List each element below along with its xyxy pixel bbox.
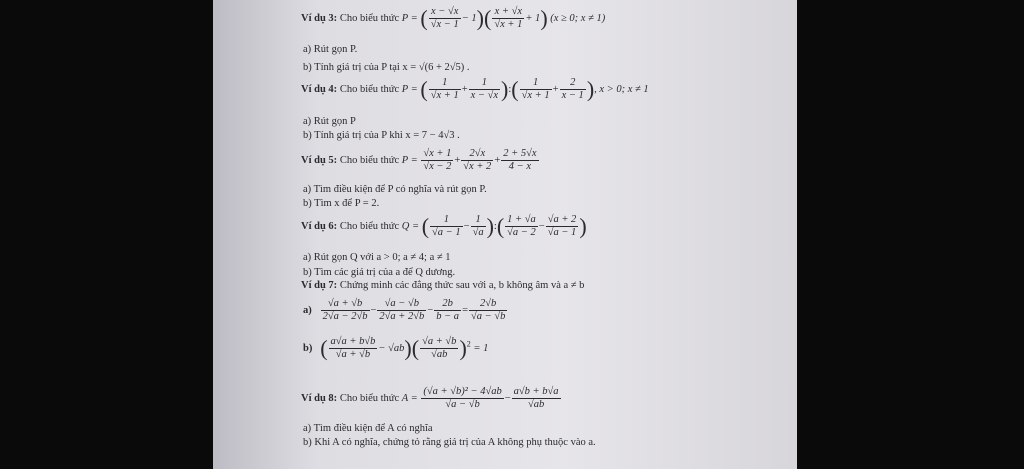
example-title: Ví dụ 4:: [301, 83, 338, 95]
example-title: Ví dụ 6:: [301, 220, 338, 232]
fraction: $\frac{x + √x}{√x + 1}$: [494, 6, 523, 30]
fraction: $\frac{2 + 5√x}{4 - x}$: [503, 148, 537, 172]
fraction: $\frac{1}{√x + 1}$: [430, 77, 459, 101]
fraction: $\frac{2√x}{√x + 2}$: [463, 148, 492, 172]
fraction: $\frac{1 + √a}{√a - 2}$: [507, 214, 536, 238]
example-7-heading: [301, 280, 584, 292]
formula-condition: , x > 0; x ≠ 1: [594, 83, 649, 95]
example-3-part-b: b) Tính giá trị của P tại x = √(6 + 2√5) .: [303, 62, 470, 73]
worksheet-page: [213, 0, 797, 469]
fraction: $\frac{1}{x - √x}$: [470, 77, 499, 101]
part-label: a): [303, 304, 312, 316]
example-title: Ví dụ 8:: [301, 392, 338, 404]
fraction: $\frac{√a - √b}{2√a + 2√b}$: [379, 298, 425, 322]
fraction: $\frac{1}{√a}$: [472, 214, 484, 238]
right-black-margin: [797, 0, 1024, 469]
example-8-part-a: a) Tìm điều kiện để A có nghĩa: [303, 423, 433, 434]
example-4-heading: Ví dụ 4: Cho biểu thức P = ( $\frac{1}{√x + 1}$ + $\frac{1}{x - √x}$ ):( $\frac{1}{√x + 1}$ + $\frac{2}{x - 1}$ ), x > 0; x ≠ 1: [301, 76, 649, 102]
fraction: $\frac{2b}{b - a}$: [436, 298, 460, 322]
fraction: $\frac{a√b + b√a}{√ab}$: [513, 386, 559, 410]
example-intro: Cho biểu thức: [339, 392, 400, 404]
fraction: $\frac{2}{x - 1}$: [561, 77, 584, 101]
example-3-heading: Ví dụ 3: Cho biểu thức P = ( $\frac{x - √x}{√x - 1}$ − 1)( $\frac{x + √x}{√x + 1}$ + 1) (x ≥ 0; x ≠ 1): [301, 5, 606, 31]
example-6-part-a: a) Rút gọn Q với a > 0; a ≠ 4; a ≠ 1: [303, 252, 451, 263]
example-5-heading: Ví dụ 5: Cho biểu thức P = $\frac{√x + 1}{√x - 2}$ + $\frac{2√x}{√x + 2}$ + $\frac{2 + 5√x}{4 - x}$: [301, 148, 537, 172]
example-7-part-b: b) ( $\frac{a√a + b√b}{√a + √b}$ − √ab)( $\frac{√a + √b}{√ab}$ )$^2$ = 1: [303, 335, 489, 361]
example-title: Ví dụ 7:: [301, 280, 338, 291]
example-4-part-a: a) Rút gọn P: [303, 116, 356, 127]
formula-lhs: P =: [401, 83, 418, 95]
example-5-part-b: b) Tìm x để P = 2.: [303, 198, 380, 209]
fraction: $\frac{√x + 1}{√x - 2}$: [423, 148, 452, 172]
formula-lhs: P =: [401, 154, 418, 166]
formula-lhs: A =: [401, 392, 418, 404]
example-8-heading: Ví dụ 8: Cho biểu thức A = $\frac{\text{(√a + √b)² − 4√ab}}{√a - √b}$ − $\frac{a√b + b√a}{√ab}$: [301, 386, 559, 410]
formula-condition: (x ≥ 0; x ≠ 1): [550, 12, 606, 24]
left-black-margin: [0, 0, 213, 469]
example-7-part-a: a) $\frac{√a + √b}{2√a - 2√b}$ − $\frac{√a - √b}{2√a + 2√b}$ − $\frac{2b}{b - a}$ = $\frac{2√b}{√a - √b}$: [303, 298, 506, 322]
fraction: $\frac{2√b}{√a - √b}$: [470, 298, 506, 322]
example-intro: Cho biểu thức: [339, 154, 400, 166]
formula-lhs: P =: [401, 12, 418, 24]
example-intro: Cho biểu thức: [339, 12, 400, 24]
part-label: b): [303, 342, 313, 354]
fraction: $\frac{1}{√a - 1}$: [432, 214, 461, 238]
fraction: $\frac{a√a + b√b}{√a + √b}$: [330, 336, 376, 360]
example-title: Ví dụ 5:: [301, 154, 338, 166]
example-intro: Cho biểu thức: [339, 220, 400, 232]
example-4-part-b: b) Tính giá trị của P khi x = 7 − 4√3 .: [303, 130, 460, 141]
fraction: $\frac{√a + √b}{√ab}$: [422, 336, 457, 360]
formula-lhs: Q =: [401, 220, 420, 232]
example-6-part-b: b) Tìm các giá trị của a để Q dương.: [303, 267, 456, 278]
fraction: $\frac{\text{(√a + √b)² − 4√ab}}{√a - √b}$: [423, 386, 502, 410]
fraction: $\frac{x - √x}{√x - 1}$: [430, 6, 459, 30]
example-intro: Chứng minh các đẳng thức sau với a, b không âm và a ≠ b: [339, 280, 585, 291]
fraction: $\frac{√a + √b}{2√a - 2√b}$: [322, 298, 368, 322]
example-6-heading: Ví dụ 6: Cho biểu thức Q = ( $\frac{1}{√a - 1}$ − $\frac{1}{√a}$ ):( $\frac{1 + √a}{√a - 2}$ − $\frac{√a + 2}{√a - 1}$ ): [301, 213, 587, 239]
example-3-part-a: a) Rút gọn P.: [303, 44, 358, 55]
exponent: 2: [466, 339, 471, 349]
example-5-part-a: a) Tìm điều kiện để P có nghĩa và rút gọn P.: [303, 184, 487, 195]
example-8-part-b: b) Khi A có nghĩa, chứng tỏ rằng giá trị của A không phụ thuộc vào a.: [303, 437, 596, 448]
fraction: $\frac{1}{√x + 1}$: [521, 77, 550, 101]
fraction: $\frac{√a + 2}{√a - 1}$: [547, 214, 577, 238]
example-intro: Cho biểu thức: [339, 83, 400, 95]
example-title: Ví dụ 3:: [301, 12, 338, 24]
